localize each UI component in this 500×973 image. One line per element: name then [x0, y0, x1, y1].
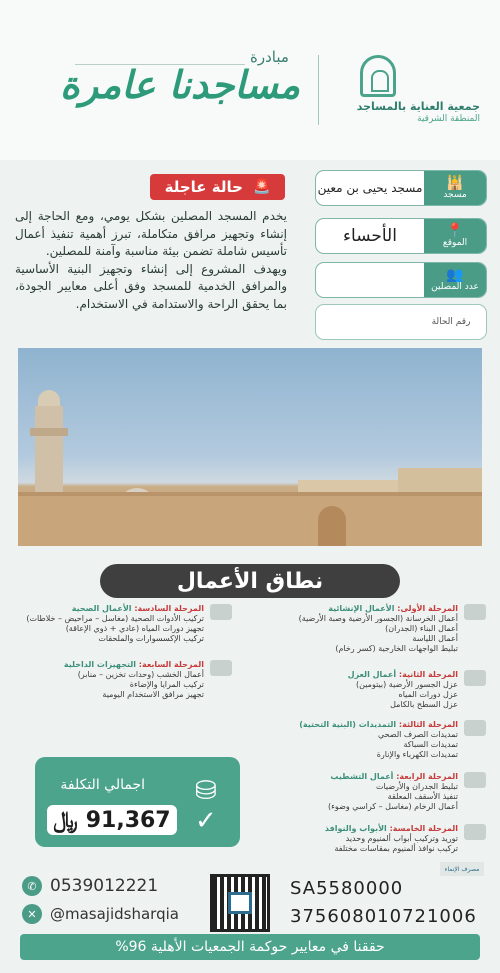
phase-bullet-icon [464, 824, 486, 840]
location-value: الأحساء [343, 226, 397, 246]
phase-item: تركيب نوافذ ألمنيوم بمقاسات مختلفة [334, 844, 458, 853]
governance-banner: حققنا في معايير حوكمة الجمعيات الأهلية 96% [20, 934, 480, 960]
people-icon: 👥 [446, 266, 464, 283]
association-name: جمعية العناية بالمساجد [356, 100, 480, 113]
mosque-field [315, 170, 487, 206]
phase-bullet-icon [464, 720, 486, 736]
phase-bullet-icon [464, 772, 486, 788]
phase-item: تبليط الواجهات الخارجية (كسر رخام) [335, 644, 458, 653]
x-logo-icon: ✕ [22, 904, 42, 924]
association-logo-icon [360, 55, 396, 97]
phase-name: أعمال التشطيب [330, 772, 394, 781]
phase-title: المرحلة الخامسة: [389, 824, 458, 833]
phase-title: المرحلة الثانية: [398, 670, 458, 679]
mosque-label: مسجد [443, 189, 467, 200]
phase-4 [258, 772, 458, 812]
case-value [316, 305, 416, 339]
phase-5 [258, 824, 458, 854]
minaret [35, 406, 63, 506]
phase-item: أعمال اللياسة [412, 634, 458, 643]
social-contact[interactable] [22, 904, 179, 924]
phase-item: عزل دورات المياه [398, 690, 458, 699]
mosque-value: مسجد يحيى بن معين [317, 181, 423, 195]
phase-item: تنفيذ الأسقف المعلقة [387, 792, 458, 801]
phase-3 [258, 720, 458, 760]
location-pin-icon: 📍 [446, 222, 464, 239]
cost-value: 91,367 [85, 807, 171, 833]
worshippers-value [316, 263, 424, 297]
phase-title: المرحلة السادسة: [134, 604, 204, 613]
iban-line-2: 375608010721006 [290, 906, 477, 927]
phase-title: المرحلة الثالثة: [398, 720, 458, 729]
phase-name: الأعمال الإنشائية [328, 604, 395, 613]
cost-label: اجمالي التكلفة [60, 777, 145, 793]
case-field [315, 304, 487, 340]
phase-bullet-icon [210, 604, 232, 620]
worshippers-label: عدد المصلين [431, 281, 479, 292]
total-cost-card [35, 757, 240, 847]
phase-item: تجهيز دورات المياه (عادي + ذوي الإعاقة) [65, 624, 204, 633]
minaret-balcony [30, 428, 68, 436]
phase-item: عزل السطح بالكامل [390, 700, 458, 709]
gate [318, 506, 346, 546]
phase-name: أعمال العزل [347, 670, 397, 679]
description [15, 208, 287, 313]
qr-logo-icon [228, 892, 252, 914]
initiative-title: مساجدنا عامرة [60, 62, 301, 107]
description-p2: ويهدف المشروع إلى إنشاء وتجهيز البنية الأساسية والمرافق الخدمية للمسجد وفق أعلى معايير الجودة، بما يحقق الراحة والاستدامة في الاستخدام. [15, 261, 287, 311]
urgent-label: حالة عاجلة [164, 178, 243, 196]
phase-item: أعمال البناء (الجدران) [385, 624, 458, 633]
phase-item: تبليط الجدران والأرضيات [375, 782, 458, 791]
phase-item: عزل الجسور الأرضية (بيتومين) [356, 680, 458, 689]
phase-6 [4, 604, 204, 644]
coins-icon: ⛁✓ [195, 776, 217, 836]
phase-name: الأعمال الصحية [71, 604, 132, 613]
phone-contact[interactable] [22, 876, 158, 896]
currency-icon: ﷼ [53, 807, 78, 833]
header-divider [318, 55, 319, 125]
boundary-wall [18, 496, 482, 546]
description-p1: يخدم المسجد المصلين بشكل يومي، ومع الحاجة إلى إنشاء وتجهيز مرافق متكاملة، تبرز أهمية تنفيذ أعمال تأسيس شاملة تضمن بيئة مناسبة وآمنة للمصلين. [15, 209, 287, 258]
phase-7 [4, 660, 204, 700]
mosque-icon: 🕌 [446, 174, 464, 191]
phase-title: المرحلة الأولى: [397, 604, 458, 613]
phase-item: توريد وتركيب أبواب ألمنيوم وحديد [345, 834, 458, 843]
bank-logo: مصرف الإنماء [440, 862, 484, 876]
siren-icon: 🚨 [252, 179, 271, 195]
phase-item: تمديدات السباكة [403, 740, 458, 749]
scope-title: نطاق الأعمال [100, 564, 400, 598]
case-label: رقم الحالة [431, 316, 471, 327]
phase-1 [258, 604, 458, 654]
phase-title: المرحلة السابعة: [138, 660, 204, 669]
phase-item: أعمال الخرسانة (الجسور الأرضية وصبة الأرضية) [298, 614, 458, 623]
phase-name: الأبواب والنوافذ [324, 824, 387, 833]
phase-item: تمديدات الصرف الصحي [377, 730, 458, 739]
phase-item: تركيب المرايا والإضاءة [129, 680, 204, 689]
phase-item: تركيب الأدوات الصحية (مغاسل – مراحيض – خلاطات) [26, 614, 204, 623]
whatsapp-icon: ✆ [22, 876, 42, 896]
phase-item: تمديدات الكهرباء والإنارة [376, 750, 458, 759]
phone-number: 0539012221 [50, 876, 159, 896]
phase-2 [258, 670, 458, 710]
iban-line-1: SA5580000 [290, 878, 404, 899]
social-handle: @masajidsharqia [50, 905, 179, 923]
location-field [315, 218, 487, 254]
phase-title: المرحلة الرابعة: [396, 772, 458, 781]
urgent-badge [150, 174, 285, 200]
worshippers-field [315, 262, 487, 298]
phase-item: تركيب الإكسسوارات والملحقات [98, 634, 204, 643]
initiative-label: مبادرة [250, 48, 289, 66]
phase-item: تجهيز مرافق الاستخدام اليومية [102, 690, 204, 699]
phase-bullet-icon [464, 670, 486, 686]
phase-name: التمديدات (البنية التحتية) [299, 720, 397, 729]
phase-item: أعمال الخشب (وحدات تخزين – منابر) [77, 670, 204, 679]
phase-bullet-icon [464, 604, 486, 620]
phase-name: التجهيزات الداخلية [63, 660, 136, 669]
phase-item: أعمال الرخام (مغاسل – كراسي وضوء) [328, 802, 458, 811]
location-label: الموقع [442, 237, 468, 248]
association-region: المنطقة الشرقية [417, 114, 480, 124]
mosque-photo [18, 348, 482, 546]
phase-bullet-icon [210, 660, 232, 676]
